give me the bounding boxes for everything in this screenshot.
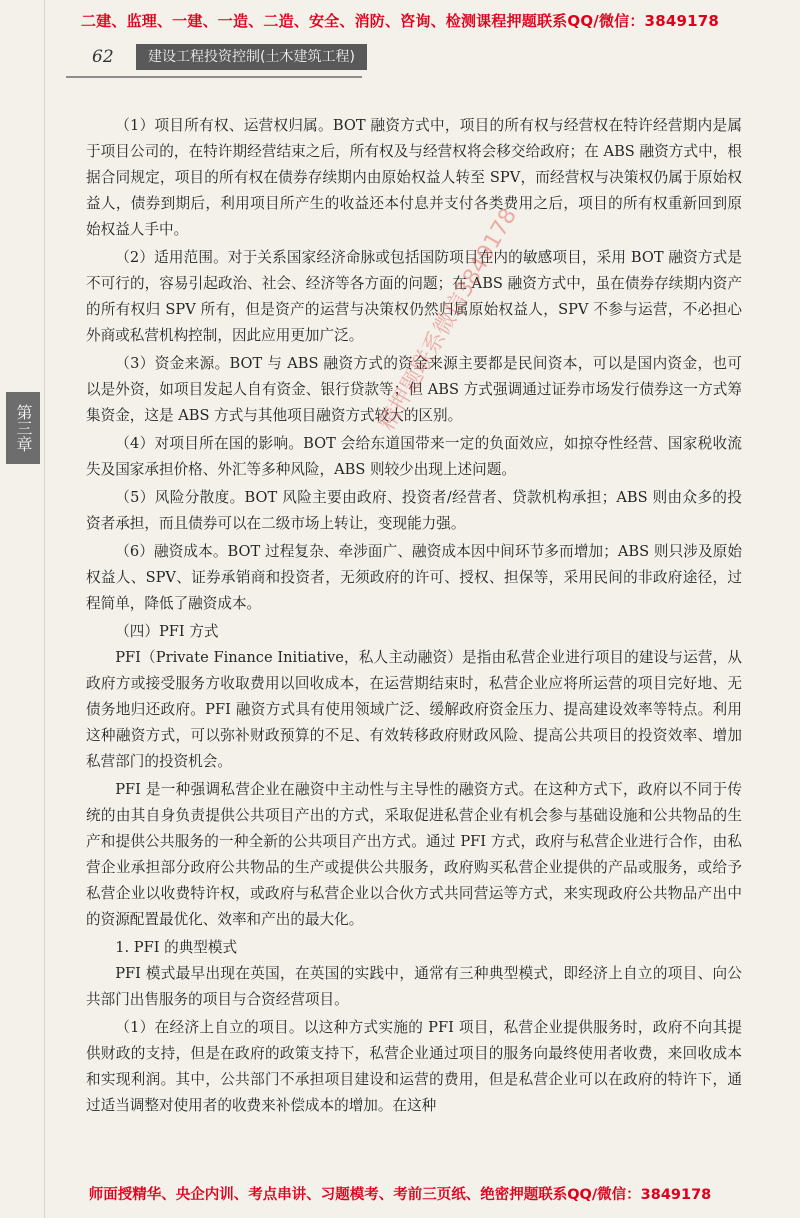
paragraph: PFI 模式最早出现在英国，在英国的实践中，通常有三种典型模式，即经济上自立的项目、向公共部门出售服务的项目与合资经营项目。: [86, 965, 742, 1008]
paragraph: （4）对项目所在国的影响。BOT 会给东道国带来一定的负面效应，如掠夺性经营、国家税收流失及国家承担价格、外汇等多种风险，ABS 则较少出现上述问题。: [86, 435, 742, 478]
page-body: [86, 113, 742, 1121]
subsection-heading: 1. PFI 的典型模式: [115, 939, 238, 956]
paragraph: （1）在经济上自立的项目。以这种方式实施的 PFI 项目，私营企业提供服务时，政府不向其提供财政的支持，但是在政府的政策支持下，私营企业通过项目的服务向最终使用者收费，来回收成本和实现利润。其中，公共部门不承担项目建设和运营的费用，但是私营企业可以在政府的特许下，通过适当调整对使用者的收费来补偿成本的增加。在这种: [86, 1019, 742, 1114]
chapter-tab: 第三章: [6, 392, 40, 464]
binding-margin-line: [44, 0, 45, 1218]
paragraph: PFI（Private Finance Initiative，私人主动融资）是指由私营企业进行项目的建设与运营，从政府方或接受服务方收取费用以回收成本，在运营期结束时，私营企业应将所运营的项目完好地、无债务地归还政府。PFI 融资方式具有使用领域广泛、缓解政府资金压力、提高建设效率等特点。利用这种融资方式，可以弥补财政预算的不足、有效转移政府财政风险、提高公共项目的投资效率、增加私营部门的投资机会。: [86, 649, 742, 770]
top-ad-banner: 二建、监理、一建、一造、二造、安全、消防、咨询、检测课程押题联系QQ/微信：3849178: [80, 12, 720, 30]
paragraph: （5）风险分散度。BOT 风险主要由政府、投资者/经营者、贷款机构承担；ABS 则由众多的投资者承担，而且债券可以在二级市场上转让，变现能力强。: [86, 489, 742, 532]
bottom-ad-banner: 师面授精华、央企内训、考点串讲、习题模考、考前三页纸、绝密押题联系QQ/微信：3849178: [88, 1187, 712, 1203]
paragraph: （3）资金来源。BOT 与 ABS 融资方式的资金来源主要都是民间资本，可以是国内资金，也可以是外资，如项目发起人自有资金、银行贷款等；但 ABS 方式强调通过证券市场发行债券这一方式筹集资金，这是 ABS 方式与其他项目融资方式较大的区别。: [86, 355, 742, 424]
diagonal-watermark: 精押题联系微信3849178: [374, 204, 522, 435]
page-number: 62: [92, 47, 114, 67]
book-title: 建设工程投资控制(土木建筑工程): [136, 44, 367, 70]
page-header: [70, 44, 367, 70]
paragraph: （6）融资成本。BOT 过程复杂、牵涉面广、融资成本因中间环节多而增加；ABS 则只涉及原始权益人、SPV、证券承销商和投资者，无须政府的许可、授权、担保等，采用民间的非政府途径，过程简单，降低了融资成本。: [86, 543, 742, 612]
section-heading: （四）PFI 方式: [115, 623, 219, 640]
paragraph: （2）适用范围。对于关系国家经济命脉或包括国防项目在内的敏感项目，采用 BOT 融资方式是不可行的，容易引起政治、社会、经济等各方面的问题；在 ABS 融资方式中，虽在债券存续期内资产的所有权归 SPV 所有，但是资产的运营与决策权仍然归属原始权益人，SPV 不参与运营，不必担心外商或私营机构控制，因此应用更加广泛。: [86, 249, 742, 344]
paragraph: （1）项目所有权、运营权归属。BOT 融资方式中，项目的所有权与经营权在特许经营期内是属于项目公司的，在特许期经营结束之后，所有权及与经营权将会移交给政府；在 ABS 融资方式中，根据合同规定，项目的所有权在债券存续期内由原始权益人转至 SPV，而经营权与决策权仍属于原始权益人，债券到期后，利用项目所产生的收益还本付息并支付各类费用之后，项目的所有权重新回到原始权益人手中。: [86, 117, 742, 238]
paragraph: PFI 是一种强调私营企业在融资中主动性与主导性的融资方式。在这种方式下，政府以不同于传统的由其自身负责提供公共项目产出的方式，采取促进私营企业有机会参与基础设施和公共物品的生产和提供公共服务的一种全新的公共项目产出方式。通过 PFI 方式，政府与私营企业进行合作，由私营企业承担部分政府公共物品的生产或提供公共服务，政府购买私营企业提供的产品或服务，或给予私营企业以收费特许权，或政府与私营企业以合伙方式共同营运等方式，来实现政府公共物品产出中的资源配置最优化、效率和产出的最大化。: [86, 781, 742, 928]
header-rule: [66, 76, 362, 78]
